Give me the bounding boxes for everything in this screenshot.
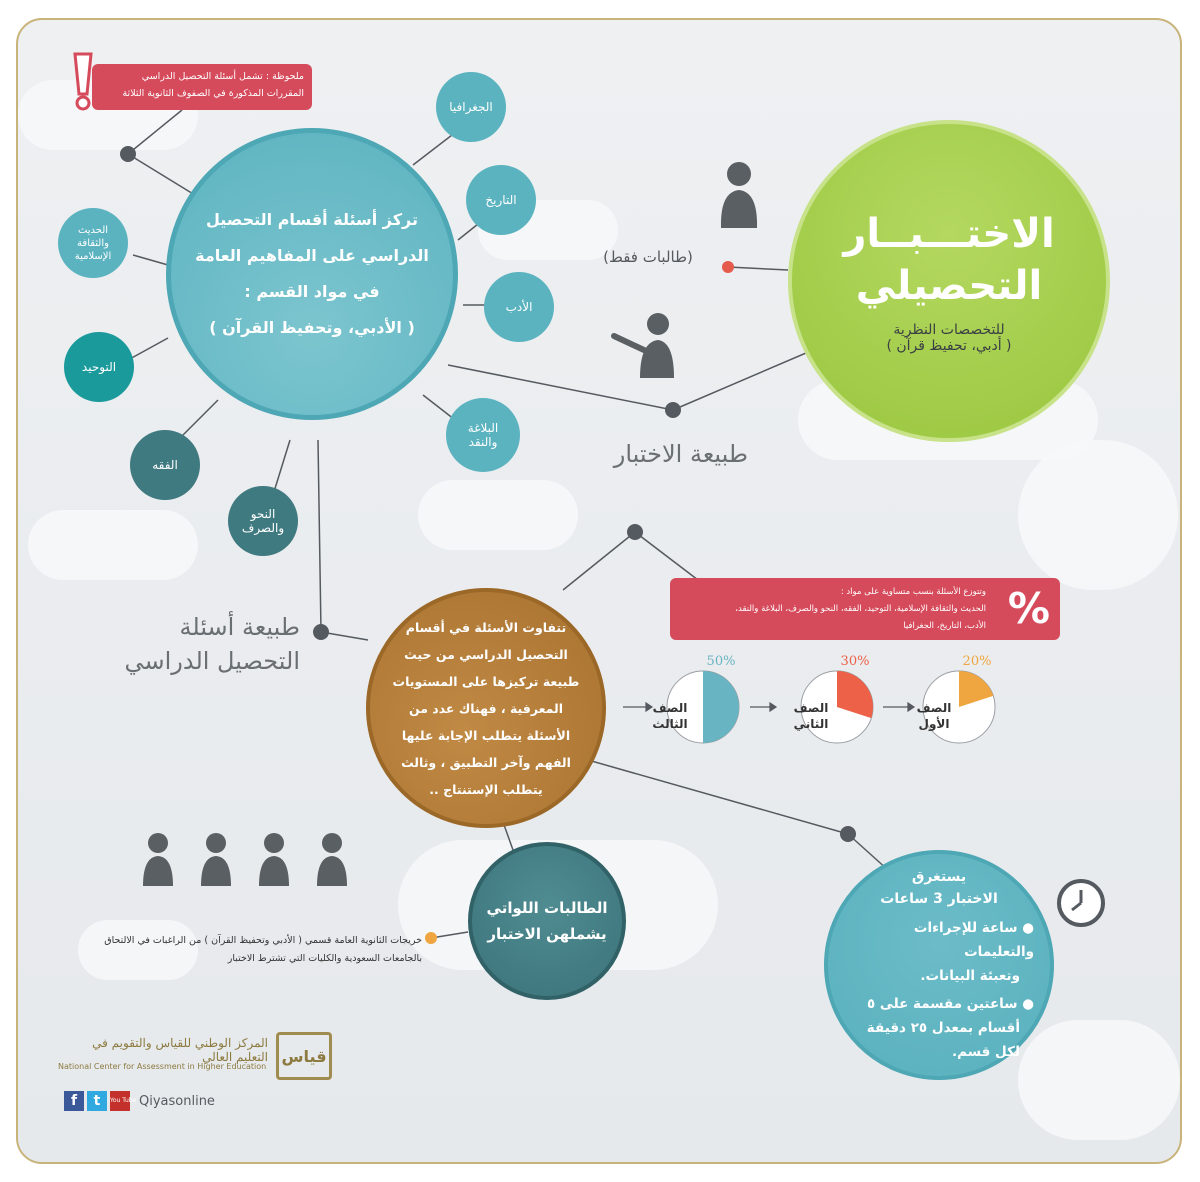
subject-geography-label: الجغرافيا: [449, 100, 493, 114]
bullet-icon: ●: [1017, 996, 1034, 1012]
levels-line-1: تتفاوت الأسئلة في أقسام: [405, 619, 567, 635]
subject-rhetoric-label-2: والنقد: [468, 435, 498, 449]
subject-hadith-label-3: الإسلامية: [74, 250, 112, 262]
distribution-line-3: الأدب، التاريخ، الجغرافيا: [903, 621, 986, 631]
questions-nature-line-1: طبيعة أسئلة: [179, 613, 300, 641]
subject-fiqh-label: الفقه: [152, 458, 178, 472]
grade-first-label: [906, 700, 962, 732]
logo-mark: قياس: [276, 1032, 332, 1080]
female-only-label: (طالبات فقط): [603, 248, 693, 266]
student-icon-4: [314, 832, 350, 892]
students-circle: [468, 842, 626, 1000]
students-note: [38, 932, 422, 968]
main-circle-line-4: ( الأدبي، وتحفيظ القرآن ): [209, 318, 415, 337]
title-line-2: التحصيلي: [855, 263, 1043, 309]
youtube-icon[interactable]: You Tube: [110, 1091, 130, 1111]
note-line-2: المقررات المذكورة في الصفوف الثانوية الثلاثة: [122, 88, 304, 99]
subtitle-line-2: ( أدبي، تحفيظ قرآن ): [886, 338, 1012, 354]
main-circle-line-2: الدراسي على المفاهيم العامة: [195, 246, 429, 265]
subject-history-label: التاريخ: [485, 193, 517, 207]
duration-bullet-1-line-2: وتعبئة البيانات.: [920, 968, 1020, 984]
grade-second-label: [783, 700, 839, 732]
subject-hadith-label-1: الحديث: [77, 224, 109, 236]
student-icon-1: [140, 832, 176, 892]
pie-value-label-1: 20%: [962, 654, 992, 669]
students-line-2: يشملهن الاختبار: [487, 925, 607, 943]
duration-bullet-1-line-1: ساعة للإجراءات والتعليمات: [913, 920, 1034, 960]
facebook-icon[interactable]: f: [64, 1091, 84, 1111]
pie-value-label-2: 30%: [840, 654, 870, 669]
levels-line-3: طبيعة تركيزها على المستويات: [392, 673, 580, 689]
levels-line-5: الأسئلة يتطلب الإجابة عليها: [401, 727, 571, 743]
student-icon-2: [198, 832, 234, 892]
grade-first-line-1: الصف: [916, 701, 952, 715]
duration-bullet-2-line-2: أقسام بمعدل ٢٥ دقيقة: [866, 1020, 1020, 1036]
duration-circle: [824, 850, 1054, 1080]
bullet-icon: ●: [1017, 920, 1034, 936]
levels-line-4: المعرفية ، فهناك عدد من: [408, 700, 564, 716]
main-circle-line-3: في مواد القسم :: [244, 282, 380, 301]
logo-arabic: المركز الوطني للقياس والتقويم في التعليم العالي: [92, 1036, 268, 1064]
subject-rhetoric-label-1: البلاغة: [467, 421, 499, 435]
grade-third-line-1: الصف: [652, 701, 688, 715]
subject-grammar-label-2: والصرف: [241, 521, 285, 535]
percent-icon: %: [1007, 584, 1050, 633]
pie-slice-3: [703, 671, 739, 743]
levels-line-6: الفهم وآخر التطبيق ، وثالث: [401, 754, 571, 770]
questions-nature-line-2: التحصيل الدراسي: [124, 647, 300, 675]
grade-second-line-1: الصف: [793, 701, 829, 715]
grade-third-line-2: الثالث: [652, 717, 688, 731]
title-line-1: الاختـــبــار: [843, 211, 1055, 257]
clock-icon: [1056, 878, 1106, 932]
duration-line-2: الاختبار 3 ساعات: [880, 891, 998, 907]
social-bar: [64, 1090, 215, 1112]
subject-literature-label: الأدب: [505, 300, 533, 314]
grade-second-line-2: الثاني: [793, 717, 829, 731]
logo: [58, 1032, 338, 1084]
note-line-1: ملحوظة : تشمل أسئلة التحصيل الدراسي: [141, 71, 304, 82]
infographic-frame: [16, 18, 1182, 1164]
levels-line-7: يتطلب الإستنتاج ..: [429, 781, 543, 797]
duration-line-1: يستغرق: [911, 869, 967, 885]
distribution-line-1: وتتوزع الأسئلة بنسب متساوية على مواد :: [840, 587, 986, 597]
pie-value-label-3: 50%: [706, 654, 736, 669]
students-note-line-1: خريجات الثانوية العامة قسمي ( الأدبي وتحفيظ القرآن ) من الراغبات في الالتحاق: [104, 935, 422, 946]
subject-tawheed-label: التوحيد: [81, 360, 117, 374]
twitter-icon[interactable]: t: [87, 1091, 107, 1111]
subtitle-line-1: للتخصصات النظرية: [893, 322, 1005, 338]
logo-english: National Center for Assessment in Higher Education: [58, 1062, 267, 1071]
subject-grammar-label-1: النحو: [250, 507, 276, 521]
nature-test-label: طبيعة الاختبار: [613, 440, 748, 468]
subject-hadith-label-2: والثقافة: [77, 237, 109, 249]
levels-line-2: التحصيل الدراسي من حيث: [404, 646, 568, 662]
duration-bullet-2-line-3: لكل قسم.: [952, 1044, 1020, 1060]
students-note-line-2: بالجامعات السعودية والكليات التي تشترط الاختبار: [227, 953, 422, 964]
duration-bullet-2-line-1: ساعتين مقسمة على ٥: [866, 996, 1018, 1012]
grade-third-label: [642, 700, 698, 732]
main-circle-line-1: تركز أسئلة أقسام التحصيل: [205, 210, 419, 229]
social-handle[interactable]: Qiyasonline: [139, 1093, 215, 1109]
student-icon-3: [256, 832, 292, 892]
distribution-line-2: الحديث والثقافة الإسلامية، التوحيد، الفقه، النحو والصرف، البلاغة والنقد،: [735, 604, 986, 614]
grade-first-line-2: الأول: [918, 717, 950, 731]
students-line-1: الطالبات اللواتي: [486, 899, 608, 917]
